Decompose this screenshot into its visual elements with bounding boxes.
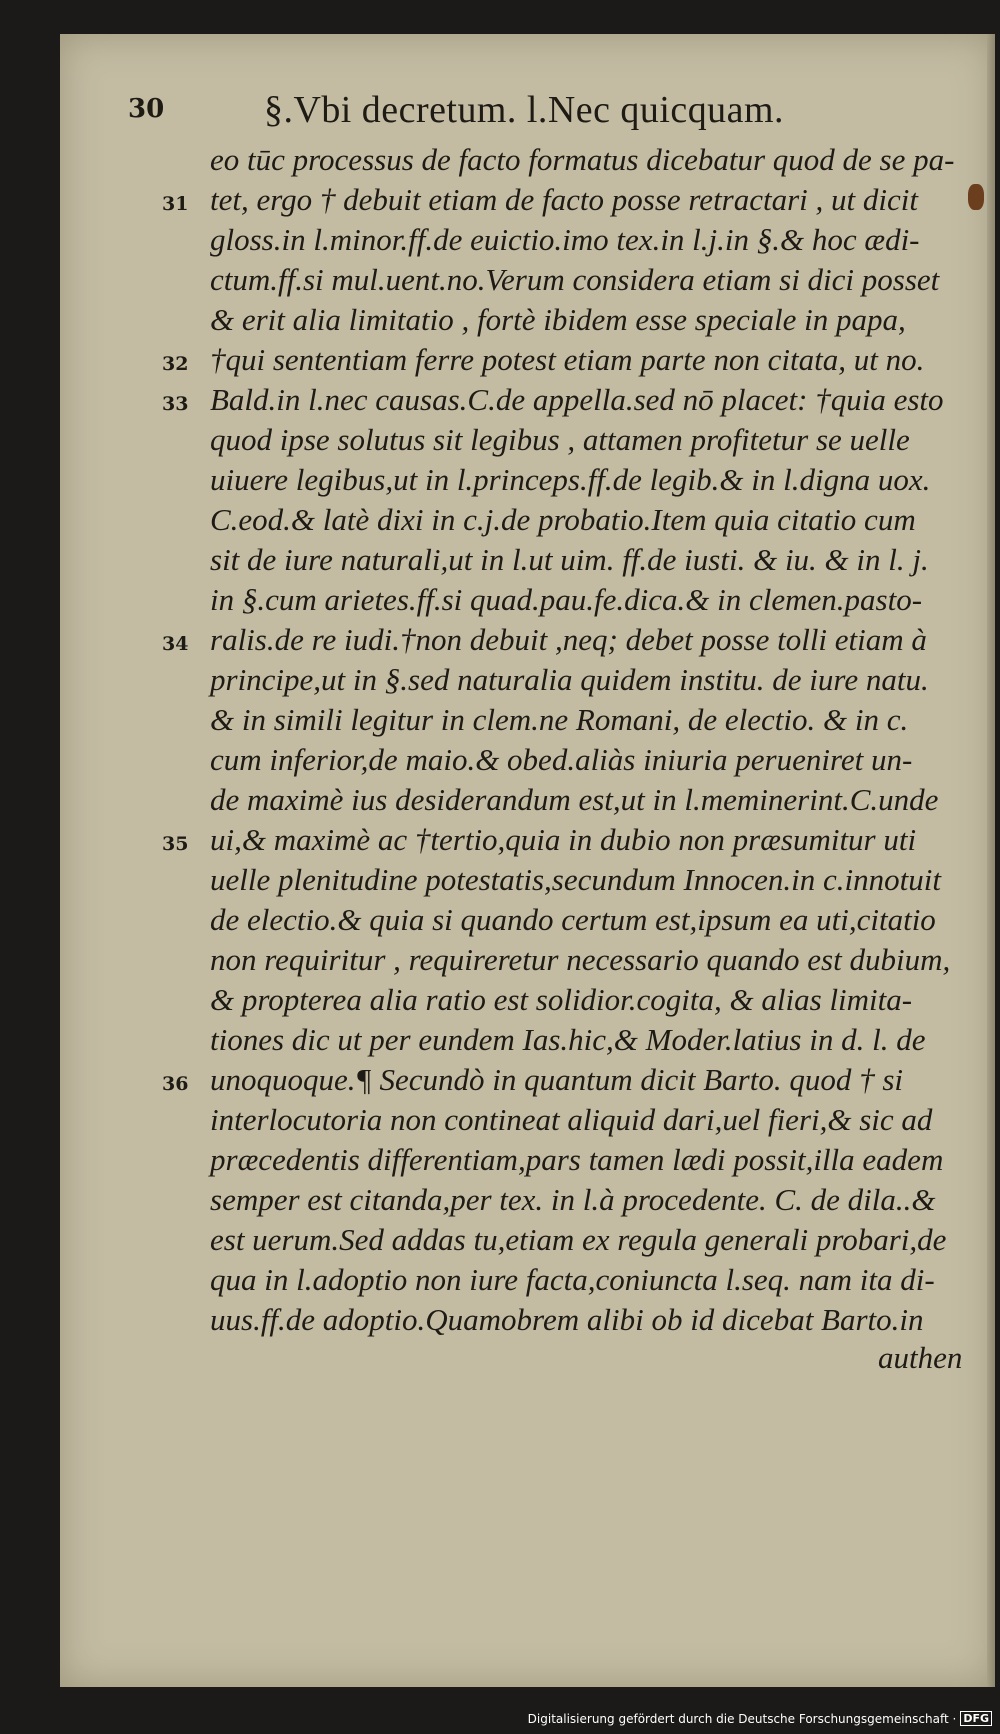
page-header <box>0 89 1000 134</box>
line-text: unoquoque.¶ Secundò in quantum dicit Barto. quod † si <box>210 1062 903 1097</box>
line-text: principe,ut in §.sed naturalia quidem institu. de iure natu. <box>210 662 929 697</box>
marginal-note-number: 34 <box>162 633 189 655</box>
text-line <box>170 700 940 740</box>
dfg-logo-icon: DFG <box>960 1711 992 1726</box>
line-text: & propterea alia ratio est solidior.cogita, & alias limita- <box>210 982 913 1017</box>
line-text: interlocutoria non contineat aliquid dari,uel fieri,& sic ad <box>210 1102 933 1137</box>
text-line <box>170 1020 940 1060</box>
text-line <box>170 1180 940 1220</box>
marginal-note-number: 33 <box>162 393 189 415</box>
marginal-note-number: 35 <box>162 833 189 855</box>
line-text: tiones dic ut per eundem Ias.hic,& Moder.latius in d. l. de <box>210 1022 926 1057</box>
text-line <box>170 580 940 620</box>
text-line <box>162 340 940 380</box>
line-text: & in simili legitur in clem.ne Romani, de electio. & in c. <box>210 702 909 737</box>
line-text: præcedentis differentiam,pars tamen lædi possit,illa eadem <box>210 1142 944 1177</box>
line-text: de maximè ius desiderandum est,ut in l.meminerint.C.unde <box>210 782 939 817</box>
text-line <box>170 660 940 700</box>
line-text: uelle plenitudine potestatis,secundum Innocen.in c.innotuit <box>210 862 941 897</box>
line-text: non requiritur , requireretur necessario quando est dubium, <box>210 942 951 977</box>
marginal-note-number: 36 <box>162 1073 189 1095</box>
line-text: sit de iure naturali,ut in l.ut uim. ff.de iusti. & iu. & in l. j. <box>210 542 929 577</box>
text-line <box>170 500 940 540</box>
text-line <box>170 940 951 980</box>
line-text: est uerum.Sed addas tu,etiam ex regula generali probari,de <box>210 1222 947 1257</box>
text-line <box>170 860 940 900</box>
line-text: †qui sententiam ferre potest etiam parte non citata, ut no. <box>210 342 925 377</box>
line-text: C.eod.& latè dixi in c.j.de probatio.Item quia citatio cum <box>210 502 916 537</box>
line-text: tet, ergo † debuit etiam de facto posse retractari , ut dicit <box>210 182 919 217</box>
text-line <box>170 780 940 820</box>
text-line <box>170 1100 940 1140</box>
text-line <box>170 220 940 260</box>
line-text: eo tūc processus de facto formatus dicebatur quod de se pa- <box>210 142 955 177</box>
text-line <box>170 1220 947 1260</box>
line-text: semper est citanda,per tex. in l.à procedente. C. de dila..& <box>210 1182 936 1217</box>
marginal-note-number: 31 <box>162 193 189 215</box>
text-line <box>170 1300 940 1340</box>
catchword: authen <box>878 1340 963 1375</box>
running-head: §.Vbi decretum. l.Nec quicquam. <box>264 89 784 131</box>
line-text: Bald.in l.nec causas.C.de appella.sed nō placet: †quia esto <box>210 382 944 417</box>
text-line <box>170 300 940 340</box>
text-line <box>170 460 940 500</box>
line-text: uiuere legibus,ut in l.princeps.ff.de legib.& in l.digna uox. <box>210 462 931 497</box>
text-line <box>170 900 940 940</box>
page-stain <box>968 184 984 210</box>
text-line <box>162 380 944 420</box>
text-line <box>170 420 940 460</box>
digitization-footer <box>528 1711 992 1726</box>
line-text: de electio.& quia si quando certum est,ipsum ea uti,citatio <box>210 902 936 937</box>
text-line <box>170 140 955 180</box>
line-text: ralis.de re iudi.†non debuit ,neq; debet posse tolli etiam à <box>210 622 927 657</box>
line-text: gloss.in l.minor.ff.de euictio.imo tex.in l.j.in §.& hoc ædi- <box>210 222 920 257</box>
line-text: cum inferior,de maio.& obed.aliàs iniuria perueniret un- <box>210 742 913 777</box>
line-text: ui,& maximè ac †tertio,quia in dubio non præsumitur uti <box>210 822 917 857</box>
text-line <box>162 620 940 660</box>
line-text: ctum.ff.si mul.uent.no.Verum considera etiam si dici posset <box>210 262 940 297</box>
line-text: in §.cum arietes.ff.si quad.pau.fe.dica.& in clemen.pasto- <box>210 582 923 617</box>
text-line <box>170 1140 944 1180</box>
line-text: & erit alia limitatio , fortè ibidem esse speciale in papa, <box>210 302 906 337</box>
footer-text: Digitalisierung gefördert durch die Deutsche Forschungsgemeinschaft · <box>527 1711 957 1726</box>
folio-number: 30 <box>128 94 165 124</box>
line-text: quod ipse solutus sit legibus , attamen profitetur se uelle <box>210 422 910 457</box>
text-line <box>162 1060 940 1100</box>
text-line <box>162 180 940 220</box>
text-line <box>170 1260 940 1300</box>
body-text <box>162 140 955 1340</box>
text-line <box>170 980 940 1020</box>
text-line <box>162 820 940 860</box>
marginal-note-number: 32 <box>162 353 189 375</box>
text-line <box>170 540 940 580</box>
line-text: qua in l.adoptio non iure facta,coniuncta l.seq. nam ita di- <box>210 1262 935 1297</box>
page-edge <box>987 34 995 1687</box>
text-line <box>170 260 940 300</box>
line-text: uus.ff.de adoptio.Quamobrem alibi ob id dicebat Barto.in <box>210 1302 924 1337</box>
text-line <box>170 740 940 780</box>
